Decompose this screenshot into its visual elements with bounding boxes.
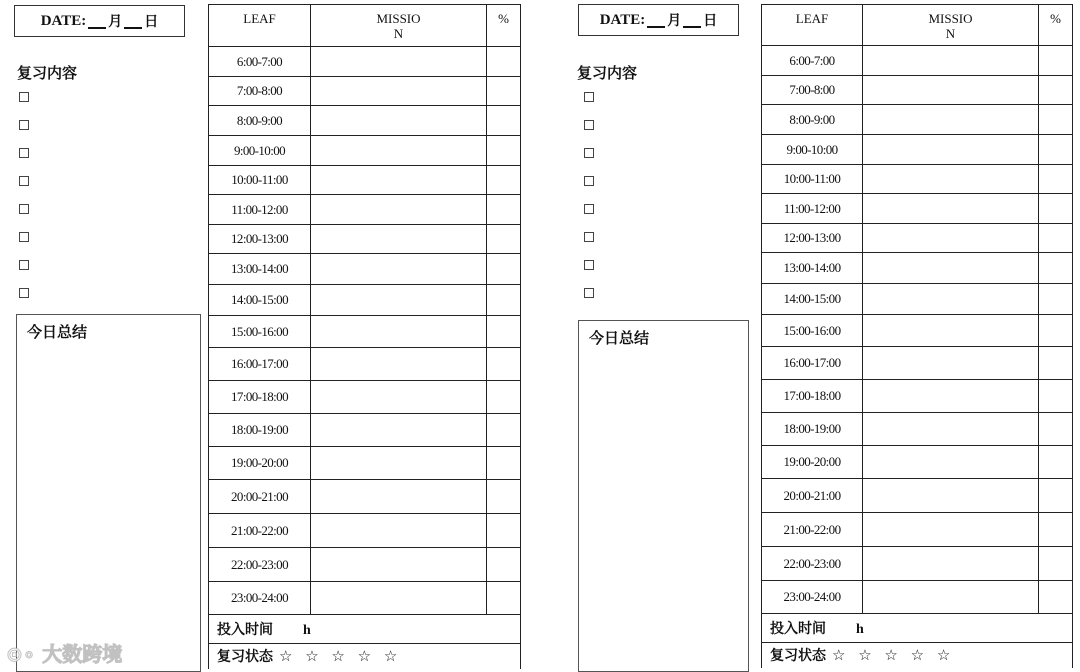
time-slot: 11:00-12:00 — [762, 194, 863, 224]
mission-cell[interactable] — [863, 479, 1039, 513]
time-slot: 8:00-9:00 — [762, 105, 863, 135]
month-label: 月 — [108, 14, 123, 30]
mission-cell[interactable] — [863, 224, 1039, 253]
time-slot: 17:00-18:00 — [209, 381, 311, 414]
time-slot: 10:00-11:00 — [762, 165, 863, 194]
mission-cell[interactable] — [863, 76, 1039, 105]
date-label: DATE: — [40, 12, 87, 29]
time-slot: 10:00-11:00 — [209, 166, 311, 195]
time-slot: 17:00-18:00 — [762, 380, 863, 413]
invest-time-cell[interactable] — [762, 614, 1073, 643]
time-slot: 12:00-13:00 — [209, 225, 311, 254]
day-blank[interactable] — [683, 12, 701, 28]
time-slot: 9:00-10:00 — [762, 135, 863, 165]
percent-cell[interactable] — [1039, 135, 1073, 165]
percent-cell[interactable] — [1039, 347, 1073, 380]
mission-cell[interactable] — [863, 194, 1039, 224]
review-checkbox[interactable] — [584, 204, 594, 214]
daily-summary-title: 今日总结 — [589, 329, 650, 347]
header-leaf: LEAF — [762, 5, 863, 46]
month-label: 月 — [667, 13, 682, 29]
header-percent: % — [1039, 5, 1073, 46]
time-slot: 20:00-21:00 — [762, 479, 863, 513]
hours-unit: h — [856, 622, 864, 637]
table-row — [762, 547, 1073, 581]
header-leaf: LEAF — [209, 5, 311, 47]
time-slot: 23:00-24:00 — [209, 582, 311, 615]
time-slot: 6:00-7:00 — [209, 47, 311, 77]
mission-cell[interactable] — [863, 513, 1039, 547]
percent-cell[interactable] — [1039, 76, 1073, 105]
percent-cell[interactable] — [1039, 315, 1073, 347]
time-slot: 18:00-19:00 — [762, 413, 863, 446]
review-content-title: 复习内容 — [577, 64, 638, 82]
daily-summary-title: 今日总结 — [27, 323, 88, 341]
review-checkbox[interactable] — [584, 232, 594, 242]
mission-cell[interactable] — [863, 253, 1039, 284]
mission-cell[interactable] — [863, 413, 1039, 446]
table-header-row — [762, 5, 1073, 46]
percent-cell[interactable] — [1039, 479, 1073, 513]
percent-cell[interactable] — [1039, 547, 1073, 581]
time-slot: 15:00-16:00 — [762, 315, 863, 347]
mission-cell[interactable] — [863, 446, 1039, 479]
invest-time-label: 投入时间 — [217, 622, 273, 638]
mission-cell[interactable] — [863, 347, 1039, 380]
star-rating-icon[interactable]: ☆ ☆ ☆ ☆ ☆ — [279, 647, 402, 666]
mission-cell[interactable] — [863, 165, 1039, 194]
table-row — [762, 315, 1073, 347]
table-row — [762, 479, 1073, 513]
date-label: DATE: — [599, 11, 646, 28]
time-slot: 9:00-10:00 — [209, 136, 311, 166]
percent-cell[interactable] — [1039, 105, 1073, 135]
time-slot: 19:00-20:00 — [209, 447, 311, 480]
mission-cell[interactable] — [863, 284, 1039, 315]
mission-cell[interactable] — [863, 315, 1039, 347]
time-slot: 20:00-21:00 — [209, 480, 311, 514]
table-row — [762, 165, 1073, 194]
time-slot: 16:00-17:00 — [209, 348, 311, 381]
review-status-cell — [762, 643, 1073, 668]
time-slot: 18:00-19:00 — [209, 414, 311, 447]
table-row — [762, 46, 1073, 76]
mission-cell[interactable] — [863, 380, 1039, 413]
header-mission: MISSIO N — [311, 5, 487, 47]
table-row — [762, 253, 1073, 284]
time-slot: 21:00-22:00 — [762, 513, 863, 547]
time-slot: 13:00-14:00 — [762, 253, 863, 284]
table-row — [762, 194, 1073, 224]
day-label: 日 — [144, 14, 159, 30]
percent-cell[interactable] — [1039, 581, 1073, 614]
percent-cell[interactable] — [1039, 224, 1073, 253]
time-slot: 23:00-24:00 — [762, 581, 863, 614]
percent-cell[interactable] — [1039, 165, 1073, 194]
review-status-label: 复习状态 — [217, 649, 273, 666]
review-status-label: 复习状态 — [770, 648, 826, 665]
table-row — [762, 581, 1073, 614]
percent-cell[interactable] — [1039, 46, 1073, 76]
table-row — [762, 105, 1073, 135]
invest-time-label: 投入时间 — [770, 621, 826, 637]
table-row — [762, 446, 1073, 479]
percent-cell[interactable] — [1039, 194, 1073, 224]
table-row — [762, 224, 1073, 253]
header-percent: % — [487, 5, 521, 47]
percent-cell[interactable] — [1039, 513, 1073, 547]
mission-cell[interactable] — [863, 547, 1039, 581]
percent-cell[interactable] — [1039, 284, 1073, 315]
invest-time-row — [762, 614, 1073, 643]
table-row — [762, 135, 1073, 165]
time-slot: 7:00-8:00 — [209, 77, 311, 106]
time-slot: 16:00-17:00 — [762, 347, 863, 380]
time-slot: 15:00-16:00 — [209, 316, 311, 348]
review-checkbox[interactable] — [584, 92, 594, 102]
time-slot: 6:00-7:00 — [762, 46, 863, 76]
table-row — [762, 513, 1073, 547]
day-label: 日 — [703, 13, 718, 29]
mission-cell[interactable] — [863, 581, 1039, 614]
mission-cell[interactable] — [863, 105, 1039, 135]
daily-summary-box[interactable] — [578, 320, 749, 672]
percent-cell[interactable] — [1039, 380, 1073, 413]
percent-cell[interactable] — [1039, 253, 1073, 284]
time-slot: 14:00-15:00 — [209, 285, 311, 316]
time-slot: 21:00-22:00 — [209, 514, 311, 548]
table-row — [762, 347, 1073, 380]
watermark-text: 大数跨境 — [42, 642, 123, 666]
review-content-title: 复习内容 — [17, 64, 78, 82]
time-slot: 11:00-12:00 — [209, 195, 311, 225]
star-rating-icon[interactable]: ☆ ☆ ☆ ☆ ☆ — [832, 646, 955, 665]
table-row — [762, 284, 1073, 315]
table-row — [762, 76, 1073, 105]
time-slot: 7:00-8:00 — [762, 76, 863, 105]
review-checkbox[interactable] — [584, 288, 594, 298]
percent-cell[interactable] — [1039, 413, 1073, 446]
time-slot: 22:00-23:00 — [209, 548, 311, 582]
month-blank[interactable] — [647, 12, 665, 28]
review-checkbox[interactable] — [584, 260, 594, 270]
time-slot: 22:00-23:00 — [762, 547, 863, 581]
review-checkbox[interactable] — [584, 148, 594, 158]
review-checkbox[interactable] — [584, 176, 594, 186]
table-row — [762, 413, 1073, 446]
hours-unit: h — [303, 623, 311, 638]
review-status-row — [762, 643, 1073, 668]
time-slot: 8:00-9:00 — [209, 106, 311, 136]
review-checkbox[interactable] — [584, 120, 594, 130]
time-slot: 12:00-13:00 — [762, 224, 863, 253]
schedule-table — [761, 4, 1073, 668]
watermark-logo: ⊙∘ 大数跨境 — [6, 642, 123, 666]
table-row — [762, 380, 1073, 413]
time-slot: 19:00-20:00 — [762, 446, 863, 479]
percent-cell[interactable] — [1039, 446, 1073, 479]
mission-cell[interactable] — [863, 46, 1039, 76]
date-field[interactable] — [578, 4, 739, 36]
time-slot: 14:00-15:00 — [762, 284, 863, 315]
mission-cell[interactable] — [863, 135, 1039, 165]
time-slot: 13:00-14:00 — [209, 254, 311, 285]
header-mission: MISSIO N — [863, 5, 1039, 46]
